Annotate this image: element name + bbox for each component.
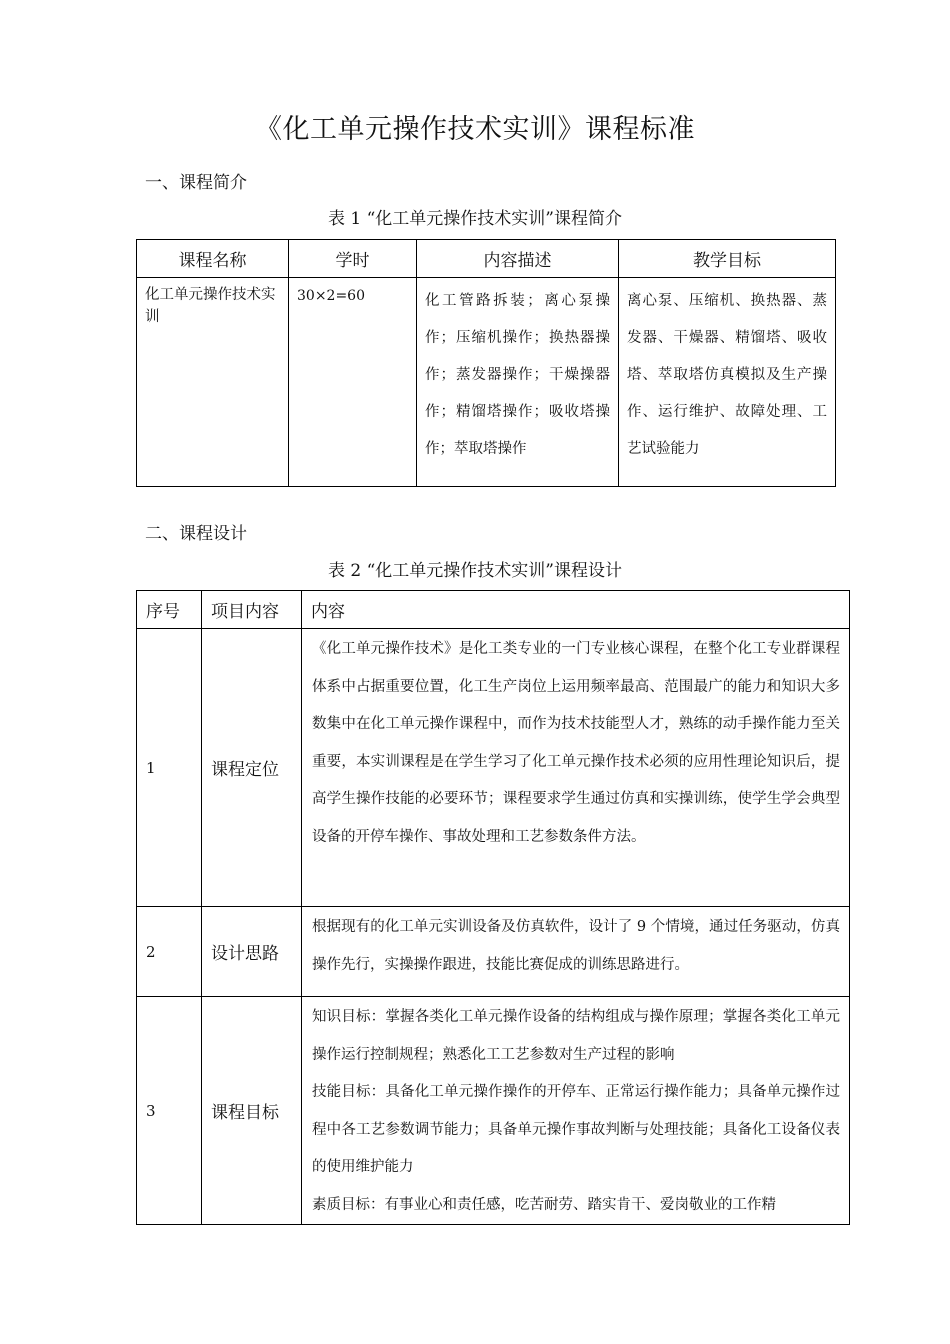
header-course-name: 课程名称 [137, 240, 289, 278]
cell-item: 课程定位 [202, 629, 302, 907]
table-header-row [137, 240, 836, 278]
skill-goal-text: 技能目标：具备化工单元操作操作的开停车、正常运行操作能力；具备单元操作过程中各工艺参数调节能力；具备单元操作事故判断与处理技能；具备化工设备仪表的使用维护能力 [312, 1084, 840, 1175]
cell-course-name: 化工单元操作技术实训 [137, 278, 289, 487]
table-header-row [137, 591, 850, 629]
header-content-description: 内容描述 [417, 240, 619, 278]
section-heading-course-design: 二、课程设计 [145, 524, 247, 544]
cell-teaching-goal: 离心泵、压缩机、换热器、蒸发器、干燥器、精馏塔、吸收塔、萃取塔仿真模拟及生产操作、运行维护、故障处理、工艺试验能力 [619, 278, 836, 487]
cell-seq: 3 [137, 997, 202, 1225]
knowledge-goal-text: 知识目标：掌握各类化工单元操作设备的结构组成与操作原理；掌握各类化工单元操作运行控制规程；熟悉化工工艺参数对生产过程的影响 [312, 1009, 840, 1063]
cell-hours: 30×2=60 [289, 278, 417, 487]
course-design-table [136, 590, 850, 1225]
course-intro-table [136, 239, 836, 487]
quality-goal-text: 素质目标：有事业心和责任感，吃苦耐劳、踏实肯干、爱岗敬业的工作精 [312, 1196, 776, 1213]
cell-seq: 1 [137, 629, 202, 907]
cell-seq: 2 [137, 907, 202, 997]
header-item: 项目内容 [202, 591, 302, 629]
cell-item: 课程目标 [202, 997, 302, 1225]
header-content: 内容 [302, 591, 850, 629]
cell-content: 《化工单元操作技术》是化工类专业的一门专业核心课程，在整个化工专业群课程体系中占据重要位置，化工生产岗位上运用频率最高、范围最广的能力和知识大多数集中在化工单元操作课程中，而作为技术技能型人才，熟练的动手操作能力至关重要，本实训课程是在学生学习了化工单元操作技术必须的应用性理论知识后，提高学生操作技能的必要环节；课程要求学生通过仿真和实操训练，使学生学会典型设备的开停车操作、事故处理和工艺参数条件方法。 [302, 629, 850, 907]
cell-item: 设计思路 [202, 907, 302, 997]
table-row [137, 997, 850, 1225]
page-title: 《化工单元操作技术实训》课程标准 [255, 114, 695, 145]
section-heading-course-intro: 一、课程简介 [145, 173, 247, 193]
cell-content [302, 997, 850, 1225]
header-teaching-goal: 教学目标 [619, 240, 836, 278]
header-hours: 学时 [289, 240, 417, 278]
table-row [137, 629, 850, 907]
table-1-caption: 表 1 “化工单元操作技术实训”课程简介 [327, 209, 622, 229]
cell-content-description: 化工管路拆装；离心泵操作；压缩机操作；换热器操作；蒸发器操作；干燥操器作；精馏塔操作；吸收塔操作；萃取塔操作 [417, 278, 619, 487]
table-row [137, 907, 850, 997]
table-2-caption: 表 2 “化工单元操作技术实训”课程设计 [327, 561, 622, 581]
cell-content: 根据现有的化工单元实训设备及仿真软件，设计了 9 个情境，通过任务驱动，仿真操作先行，实操操作跟进，技能比赛促成的训练思路进行。 [302, 907, 850, 997]
header-seq: 序号 [137, 591, 202, 629]
table-row [137, 278, 836, 487]
